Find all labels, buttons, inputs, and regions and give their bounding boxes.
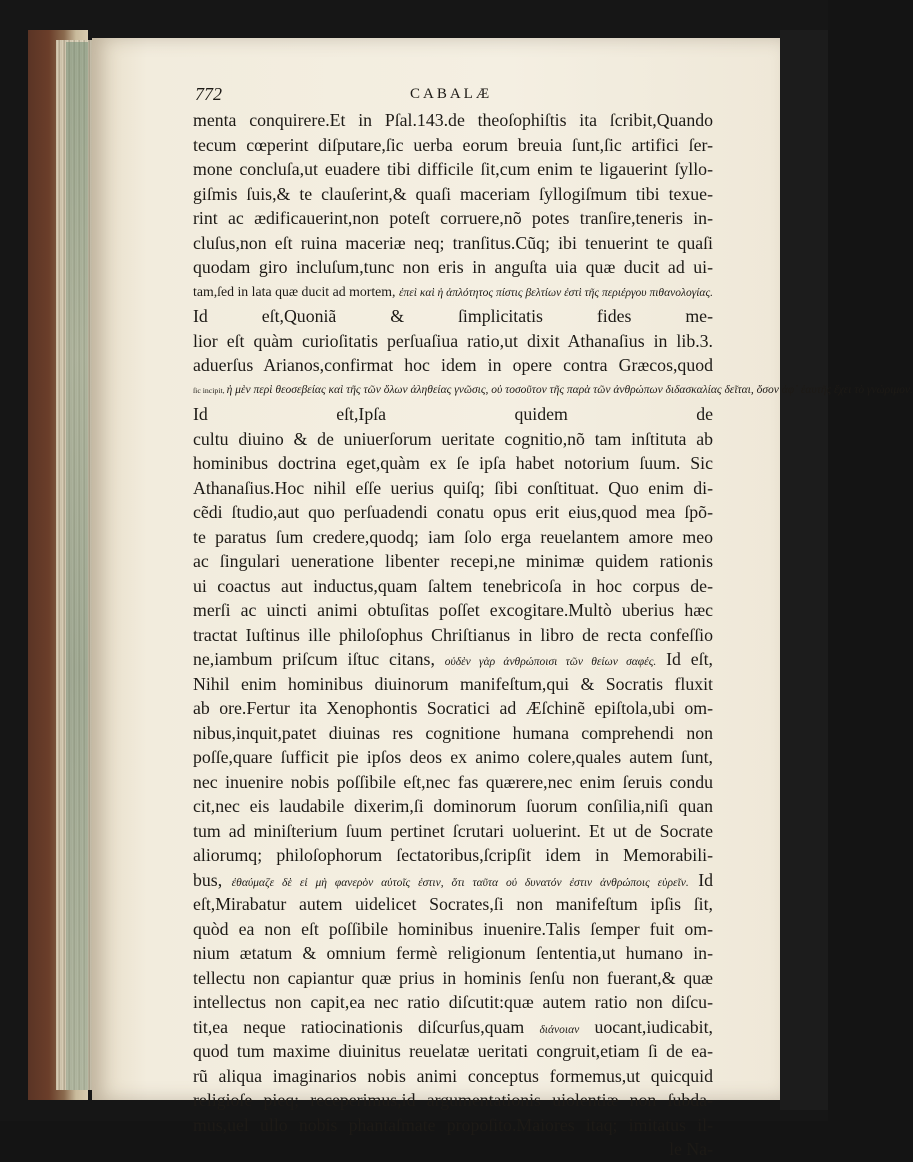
text-line: quòd ea non eſt poſſibile hominibus inuenire.Talis ſemper fuit om-	[193, 918, 713, 939]
text-line: quod tum maxime diuinitus reuelatæ ueritati congruit,etiam ſi de ea-	[193, 1041, 713, 1061]
text-line: aliorumq; philoſophorum ſectatoribus,ſcripſit idem in Memorabili-	[193, 845, 713, 865]
text-line: Id eſt,Ipſa quidem de	[193, 404, 713, 424]
text-line: cit,nec eis laudabile dixerim,ſi dominorum ſuorum conſilia,niſi quan	[193, 796, 713, 816]
text-line: cultu diuino & de uniuerſorum ueritate cognitio,nõ tam inſtituta ab	[193, 428, 713, 449]
text-line: tam,ſed in lata quæ ducit ad mortem, ἐπεὶ καὶ ἡ ἁπλότητος πίστις βελτίων ἐστὶ τῆς περιέργου πιθανολογίας.	[193, 283, 713, 299]
text-line: quodam giro incluſum,tunc non eris in anguſta uia quæ ducit ad ui-	[193, 257, 713, 277]
running-title: CABALÆ	[410, 86, 493, 102]
text-line: religioſe pieq; receperimus,id argumentationis uiolentiæ non ſubda-	[193, 1090, 713, 1110]
text-line: cluſus,non eſt ruina maceriæ neq; tranſitus.Cũq; ibi tenuerint te quaſi	[193, 232, 713, 253]
text-line: te paratus ſum credere,quodq; iam ſolo erga reuelantem amore meo	[193, 526, 713, 547]
text-line: rũ aliqua imaginarios nobis animi conceptus formemus,ut quicquid	[193, 1065, 713, 1086]
text-line: intellectus non capit,ea nec ratio diſcutit:quæ autem ratio non diſcu-	[193, 992, 713, 1012]
greek-word: διάνοιαν	[539, 1023, 580, 1036]
color-strip	[66, 42, 88, 1090]
dark-margin	[780, 30, 828, 1110]
text-line: bus, ἐθαύμαζε δὲ εἰ μὴ φανερὸν αὐτοῖς ἐστιν, ὅτι ταῦτα οὐ δυνατόν ἐστιν ἀνθρώποις εὑρεῖν. Id	[193, 869, 713, 890]
text-line: nium ætatum & omnium fermè religionum ſententia,ut humano in-	[193, 943, 713, 963]
text-line: mone concluſa,ut euadere tibi difficile ſit,cum enim te ligauerint ſyllo-	[193, 159, 713, 179]
text-line: ac ſingulari ueneratione libenter recepi,ne minimæ quidem rationis	[193, 551, 713, 571]
text-line: giſmis ſuis,& te clauſerint,& quaſi maceriam ſyllogiſmum tibi texue-	[193, 183, 713, 204]
text-line: cẽdi ſtudio,aut quo perſuadendi conatu opus erit eius,quod mea ſpõ-	[193, 502, 713, 522]
text-line: ui coactus aut inductus,quam ſaltem tenebricoſa in hoc corpus de-	[193, 575, 713, 596]
page-number: 772	[195, 84, 222, 104]
greek-quote: ἡ μὲν περὶ θεοσεβείας καὶ τῆς τῶν ὅλων ἀληθείας γνῶσις, οὐ τοσοῦτον τῆς παρὰ τῶν ἀνθρώπων διδασκαλίας δεῖται, ὅσον ἀφ᾽ ἑαυτῆς ἔχει τὸ γνώριμον.	[226, 383, 913, 396]
text-line: hominibus doctrina eget,quàm ex ſe ipſa habet notorium ſuum. Sic	[193, 453, 713, 473]
text-line: ne,iambum priſcum iſtuc citans, οὐδὲν γὰρ ἀνθρώποισι τῶν θείων σαφές. Id eſt,	[193, 649, 713, 669]
text-line: ab ore.Fertur ita Xenophontis Socratici ad Æſchinẽ epiſtola,ubi om-	[193, 698, 713, 718]
text-line: mus,uel ullo nobis phantaſmate propoſito.Maiores itaq; imitatus il-	[193, 1114, 713, 1135]
text-line: tellectu non capiantur quæ prius in hominis ſenſu non fuerant,& quæ	[193, 967, 713, 988]
text-line: Athanaſius.Hoc nihil eſſe uerius quiſq; ſibi conſtituat. Quo enim di-	[193, 477, 713, 498]
text-line: tecum cœperint diſputare,ſic uerba eorum breuia ſunt,ſic artifici ſer-	[193, 134, 713, 155]
text-line: eſt,Mirabatur autem uidelicet Socrates,ſi non manifeſtum ipſis ſit,	[193, 894, 713, 914]
text-line: nibus,inquit,patet diuinas res cognitione humana comprehendi non	[193, 722, 713, 743]
text-line: rint ac ædificauerint,non poteſt corruere,nõ potes tranſire,teneris in-	[193, 208, 713, 228]
text-line: poſſe,quare ſufficit pie ipſos deos ex animo colere,quales autem ſunt,	[193, 747, 713, 767]
text-line: menta conquirere.Et in Pſal.143.de theoſophiſtis ita ſcribit,Quando	[193, 110, 713, 130]
body-text	[193, 108, 913, 1162]
text-line: tit,ea neque ratiocinationis diſcurſus,quam διάνοιαν uocant,iudicabit,	[193, 1016, 713, 1037]
text-line: tum ad miniſterium ſuum pertinet ſcrutari uoluerint. Et ut de Socrate	[193, 820, 713, 841]
text-line: ſic incipit, ἡ μὲν περὶ θεοσεβείας καὶ τῆς τῶν ὅλων ἀληθείας γνῶσις, οὐ τοσοῦτον τῆς παρὰ τῶν ἀνθρώπων διδασκαλίας δεῖται, ὅσον ἀφ᾽ ἑαυτῆς ἔχει τὸ γνώριμον.	[193, 383, 913, 396]
text-line: Nihil enim hominibus diuinorum manifeſtum,qui & Socratis fluxit	[193, 673, 713, 694]
text-line: lior eſt quàm curioſitatis perſuaſiua ratio,ut dixit Athanaſius in lib.3.	[193, 330, 713, 351]
text-line: Id eſt,Quoniã & ſimplicitatis fides me-	[193, 306, 713, 326]
text-line: nec inuenire nobis poſſibile eſt,nec fas quærere,nec enim ſeruis condu	[193, 771, 713, 792]
greek-quote: οὐδὲν γὰρ ἀνθρώποισι τῶν θείων σαφές.	[444, 656, 657, 668]
page-header	[195, 84, 720, 108]
catchword: le Na-	[669, 1139, 713, 1159]
text-line: tractat Iuſtinus ille philoſophus Chriſtianus in libro de recta confeſſio	[193, 624, 713, 645]
greek-quote: ἐπεὶ καὶ ἡ ἁπλότητος πίστις βελτίων ἐστὶ τῆς περιέργου πιθανολογίας.	[398, 286, 713, 299]
text-line: merſi ac uincti animi obtuſitas poſſet excogitare.Multò uberius hæc	[193, 600, 713, 620]
greek-quote: ἐθαύμαζε δὲ εἰ μὴ φανερὸν αὐτοῖς ἐστιν, ὅτι ταῦτα οὐ δυνατόν ἐστιν ἀνθρώποις εὑρεῖν.	[231, 876, 689, 889]
text-line: aduerſus Arianos,confirmat hoc idem in opere contra Græcos,quod	[193, 355, 713, 375]
